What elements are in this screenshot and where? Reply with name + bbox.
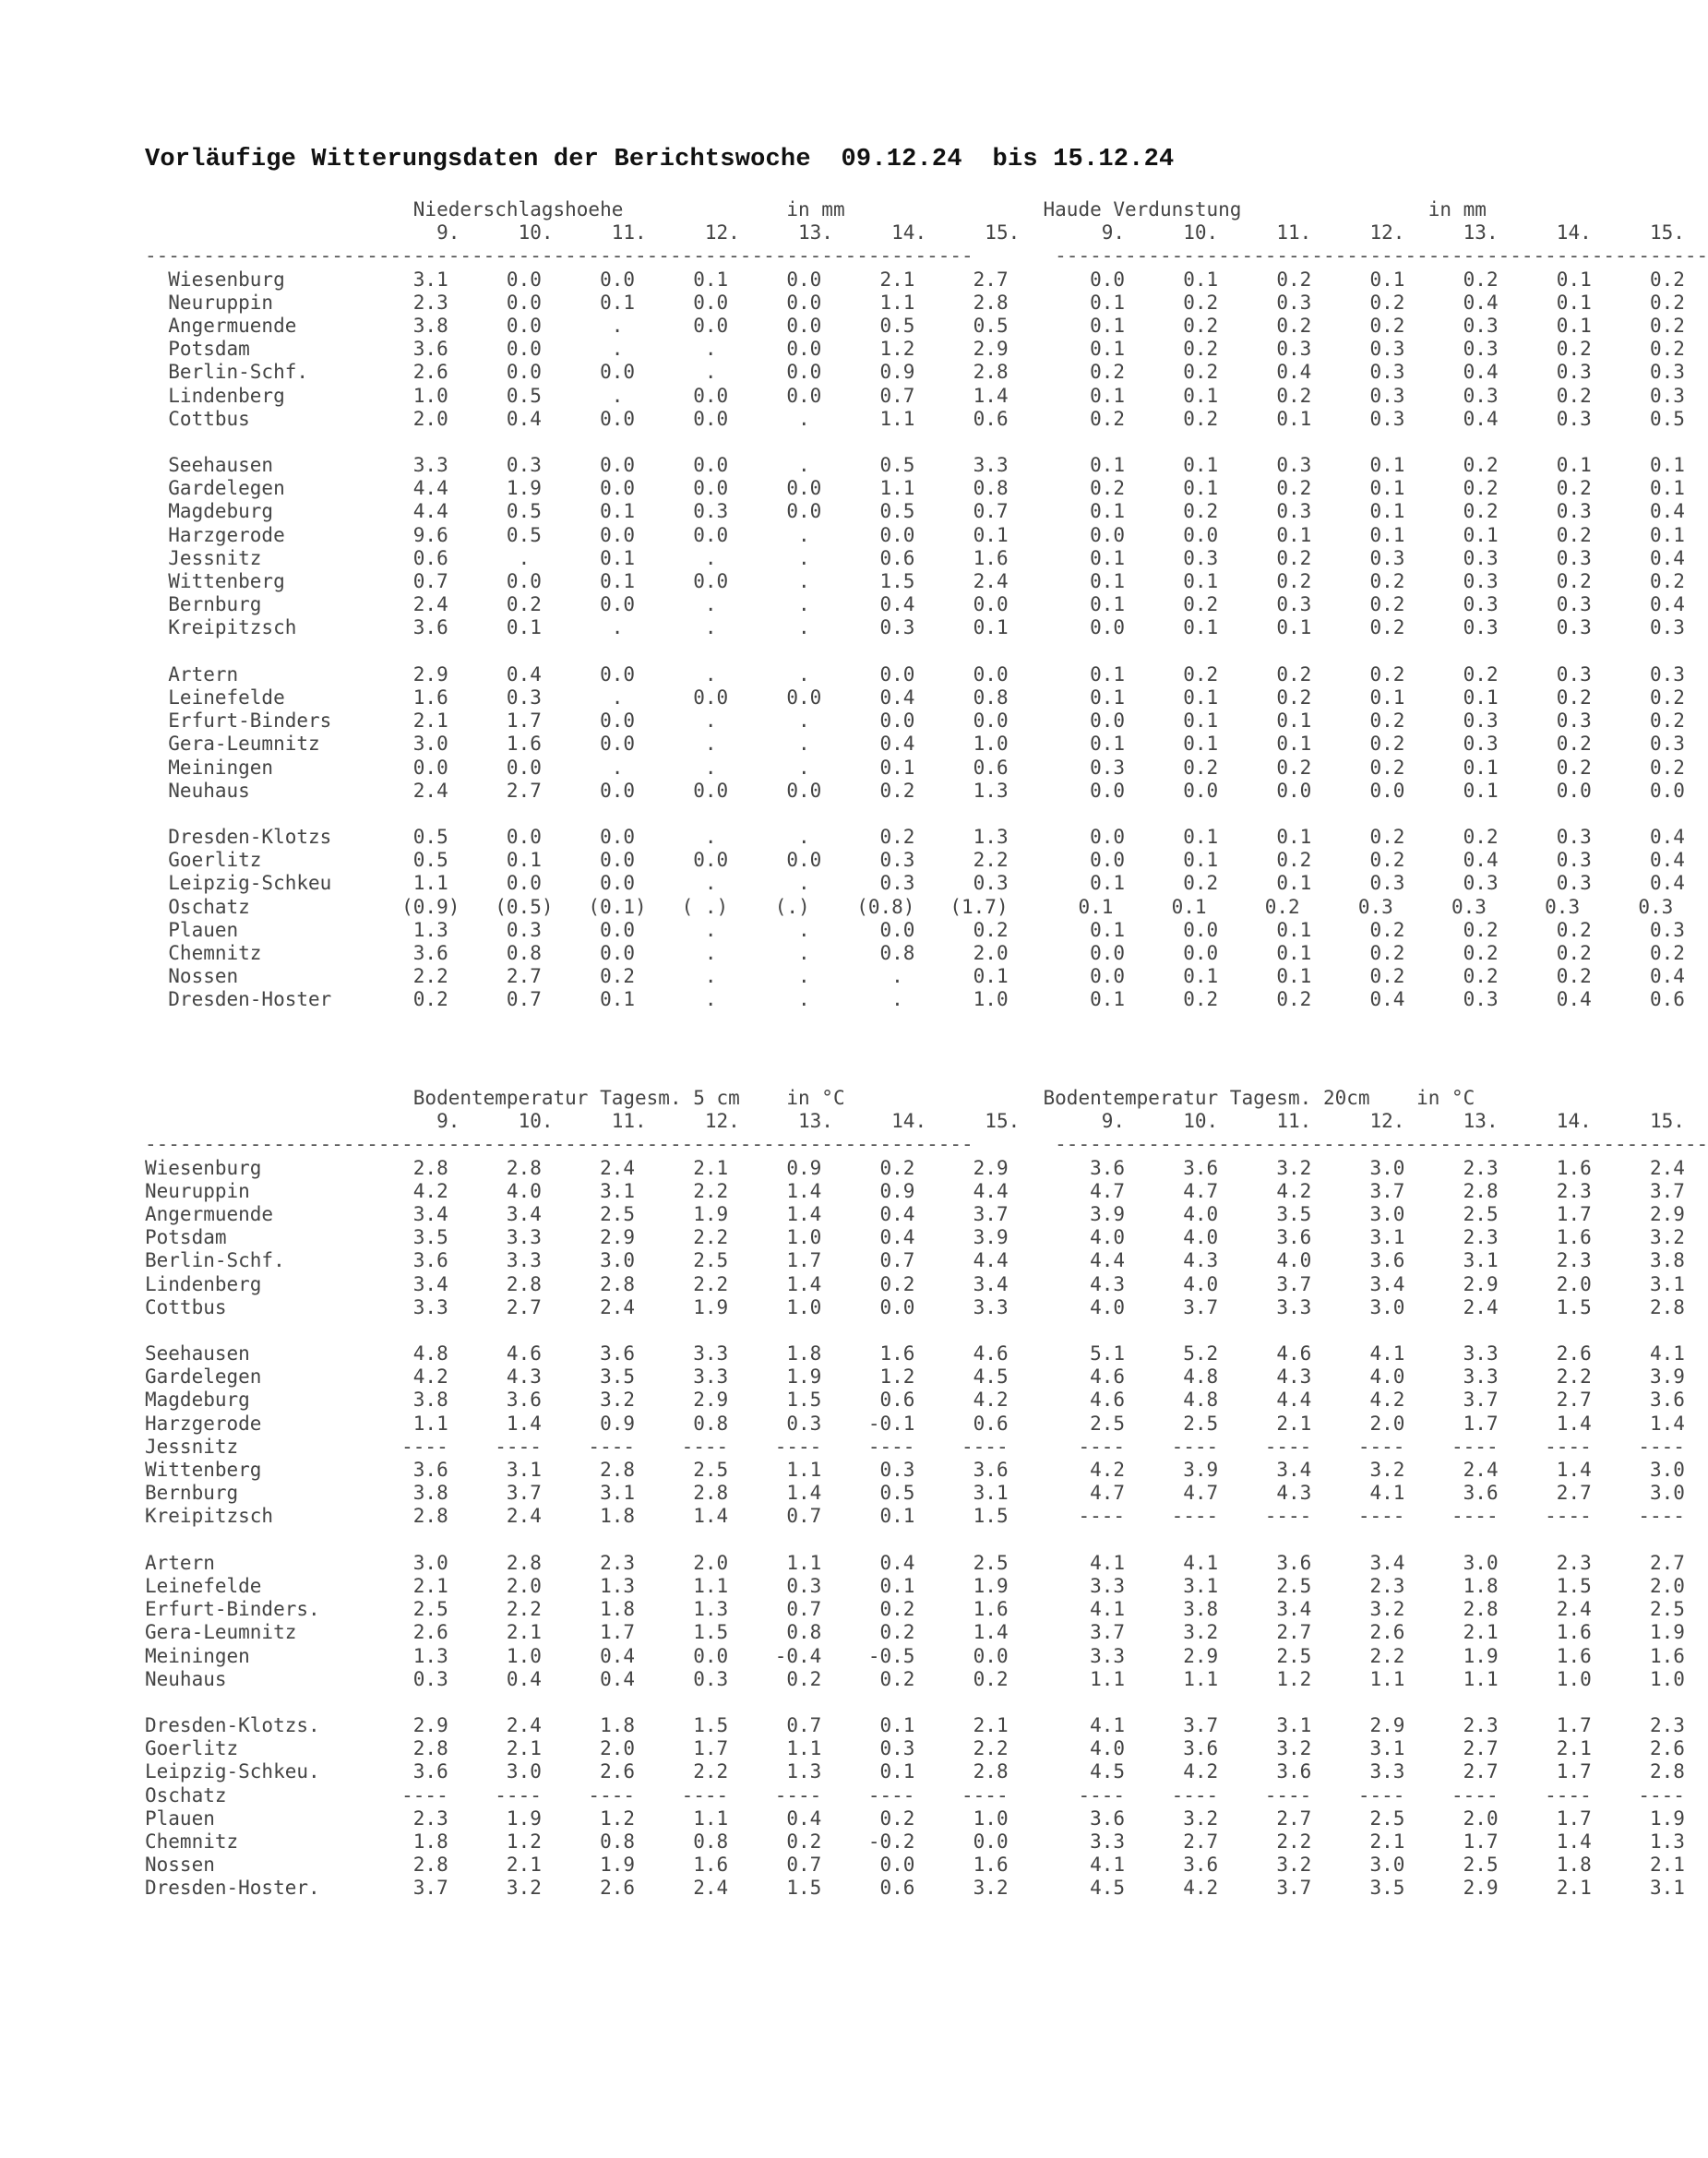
soil-table-blank-row — [145, 1691, 1708, 1714]
precip-table-data-row: Artern 2.9 0.4 0.0 . . 0.0 0.0 0.1 0.2 0.2 0.2 0.2 0.3 0.3 — [145, 662, 1685, 686]
soil-table-blank-row — [145, 1319, 1708, 1342]
soil-table-data-row: Potsdam 3.5 3.3 2.9 2.2 1.0 0.4 3.9 4.0 4.0 3.6 3.1 2.3 1.6 3.2 — [145, 1226, 1685, 1249]
soil-table-data-row: Meiningen 1.3 1.0 0.4 0.0 -0.4 -0.5 0.0 3.3 2.9 2.5 2.2 1.9 1.6 1.6 — [145, 1644, 1685, 1667]
precip-table-data-row: Potsdam 3.6 0.0 . . 0.0 1.2 2.9 0.1 0.2 0.3 0.3 0.3 0.2 0.2 — [145, 338, 1685, 361]
precip-table-data-row: Seehausen 3.3 0.3 0.0 0.0 . 0.5 3.3 0.1 0.1 0.3 0.1 0.2 0.1 0.1 — [145, 454, 1685, 477]
soil-table-data-row: Gardelegen 4.2 4.3 3.5 3.3 1.9 1.2 4.5 4.6 4.8 4.3 4.0 3.3 2.2 3.9 — [145, 1365, 1685, 1389]
precip-table-header-days: 9. 10. 11. 12. 13. 14. 15. 9. 10. 11. 12. 13. 14. 15. — [145, 221, 1685, 244]
precip-table-blank-row — [145, 431, 1708, 454]
precip-table-data-row: Neuhaus 2.4 2.7 0.0 0.0 0.0 0.2 1.3 0.0 0.0 0.0 0.0 0.1 0.0 0.0 — [145, 779, 1685, 802]
soil-temperature-table — [145, 1087, 1708, 1901]
soil-table-data-row: Harzgerode 1.1 1.4 0.9 0.8 0.3 -0.1 0.6 2.5 2.5 2.1 2.0 1.7 1.4 1.4 — [145, 1412, 1685, 1435]
soil-table-data-row: Goerlitz 2.8 2.1 2.0 1.7 1.1 0.3 2.2 4.0 3.6 3.2 3.1 2.7 2.1 2.6 — [145, 1737, 1685, 1760]
precip-table-data-row: Jessnitz 0.6 . 0.1 . . 0.6 1.6 0.1 0.3 0.2 0.3 0.3 0.3 0.4 — [145, 546, 1685, 569]
soil-table-header-days: 9. 10. 11. 12. 13. 14. 15. 9. 10. 11. 12. 13. 14. 15. — [145, 1110, 1685, 1133]
soil-table-data-row: Oschatz ---- ---- ---- ---- ---- ---- ---- ---- ---- ---- ---- ---- ---- ---- — [145, 1783, 1685, 1806]
soil-table-data-row: Artern 3.0 2.8 2.3 2.0 1.1 0.4 2.5 4.1 4.1 3.6 3.4 3.0 2.3 2.7 — [145, 1551, 1685, 1574]
precip-table-data-row: Dresden-Klotzs 0.5 0.0 0.0 . . 0.2 1.3 0.0 0.1 0.1 0.2 0.2 0.3 0.4 — [145, 826, 1685, 849]
soil-table-data-row: Bernburg 3.8 3.7 3.1 2.8 1.4 0.5 3.1 4.7 4.7 4.3 4.1 3.6 2.7 3.0 — [145, 1482, 1685, 1505]
soil-table-data-row: Neuhaus 0.3 0.4 0.4 0.3 0.2 0.2 0.2 1.1 1.1 1.2 1.1 1.1 1.0 1.0 — [145, 1667, 1685, 1690]
soil-table-data-row: Jessnitz ---- ---- ---- ---- ---- ---- ---- ---- ---- ---- ---- ---- ---- ---- — [145, 1435, 1685, 1458]
precip-table-data-row: Kreipitzsch 3.6 0.1 . . . 0.3 0.1 0.0 0.1 0.1 0.2 0.3 0.3 0.3 — [145, 616, 1685, 639]
precip-table-header-title: Niederschlagshoehe in mm Haude Verdunstung in mm — [145, 198, 1487, 221]
soil-table-data-row: Erfurt-Binders. 2.5 2.2 1.8 1.3 0.7 0.2 1.6 4.1 3.8 3.4 3.2 2.8 2.4 2.5 — [145, 1598, 1685, 1621]
precip-table-data-row: Leipzig-Schkeu 1.1 0.0 0.0 . . 0.3 0.3 0.1 0.2 0.1 0.3 0.3 0.3 0.4 — [145, 872, 1685, 895]
precip-table-data-row: Berlin-Schf. 2.6 0.0 0.0 . 0.0 0.9 2.8 0.2 0.2 0.4 0.3 0.4 0.3 0.3 — [145, 361, 1685, 384]
soil-table-data-row: Neuruppin 4.2 4.0 3.1 2.2 1.4 0.9 4.4 4.7 4.7 4.2 3.7 2.8 2.3 3.7 — [145, 1179, 1685, 1202]
precip-table-data-row: Magdeburg 4.4 0.5 0.1 0.3 0.0 0.5 0.7 0.1 0.2 0.3 0.1 0.2 0.3 0.4 — [145, 500, 1685, 523]
soil-table-data-row: Leipzig-Schkeu. 3.6 3.0 2.6 2.2 1.3 0.1 2.8 4.5 4.2 3.6 3.3 2.7 1.7 2.8 — [145, 1760, 1685, 1783]
precip-table-data-row: Wittenberg 0.7 0.0 0.1 0.0 . 1.5 2.4 0.1 0.1 0.2 0.2 0.3 0.2 0.2 — [145, 570, 1685, 592]
soil-table-data-row: Angermuende 3.4 3.4 2.5 1.9 1.4 0.4 3.7 3.9 4.0 3.5 3.0 2.5 1.7 2.9 — [145, 1202, 1685, 1225]
soil-table-data-row: Wittenberg 3.6 3.1 2.8 2.5 1.1 0.3 3.6 4.2 3.9 3.4 3.2 2.4 1.4 3.0 — [145, 1459, 1685, 1481]
soil-table-data-row: Lindenberg 3.4 2.8 2.8 2.2 1.4 0.2 3.4 4.3 4.0 3.7 3.4 2.9 2.0 3.1 — [145, 1272, 1685, 1295]
soil-table-data-row: Dresden-Hoster. 3.7 3.2 2.6 2.4 1.5 0.6 3.2 4.5 4.2 3.7 3.5 2.9 2.1 3.1 — [145, 1877, 1685, 1900]
soil-table-header-title: Bodentemperatur Tagesm. 5 cm in °C Bodentemperatur Tagesm. 20cm in °C — [145, 1087, 1475, 1109]
precip-table-data-row: Gera-Leumnitz 3.0 1.6 0.0 . . 0.4 1.0 0.1 0.1 0.1 0.2 0.3 0.2 0.3 — [145, 733, 1685, 756]
precip-table-data-row: Leinefelde 1.6 0.3 . 0.0 0.0 0.4 0.8 0.1 0.1 0.2 0.1 0.1 0.2 0.2 — [145, 686, 1685, 709]
precip-table-data-row: Erfurt-Binders 2.1 1.7 0.0 . . 0.0 0.0 0.0 0.1 0.1 0.2 0.3 0.3 0.2 — [145, 709, 1685, 733]
precip-table-blank-row — [145, 640, 1708, 663]
soil-table-data-row: Magdeburg 3.8 3.6 3.2 2.9 1.5 0.6 4.2 4.6 4.8 4.4 4.2 3.7 2.7 3.6 — [145, 1389, 1685, 1412]
precip-table-data-row: Angermuende 3.8 0.0 . 0.0 0.0 0.5 0.5 0.1 0.2 0.2 0.2 0.3 0.1 0.2 — [145, 314, 1685, 337]
soil-table-data-row: Berlin-Schf. 3.6 3.3 3.0 2.5 1.7 0.7 4.4 4.4 4.3 4.0 3.6 3.1 2.3 3.8 — [145, 1249, 1685, 1272]
precip-table-separator: ----------------------------------------------------------------------- -------------------------------------------------------- — [145, 244, 1708, 268]
precip-table-data-row: Cottbus 2.0 0.4 0.0 0.0 . 1.1 0.6 0.2 0.2 0.1 0.3 0.4 0.3 0.5 — [145, 407, 1685, 430]
soil-table-separator: ----------------------------------------------------------------------- -------------------------------------------------------- — [145, 1133, 1708, 1156]
precipitation-evaporation-table — [145, 198, 1708, 1012]
precip-table-blank-row — [145, 803, 1708, 826]
precip-table-data-row: Goerlitz 0.5 0.1 0.0 0.0 0.0 0.3 2.2 0.0 0.1 0.2 0.2 0.4 0.3 0.4 — [145, 849, 1685, 872]
precip-table-data-row: Gardelegen 4.4 1.9 0.0 0.0 0.0 1.1 0.8 0.2 0.1 0.2 0.1 0.2 0.2 0.1 — [145, 477, 1685, 500]
soil-table-data-row: Dresden-Klotzs. 2.9 2.4 1.8 1.5 0.7 0.1 2.1 4.1 3.7 3.1 2.9 2.3 1.7 2.3 — [145, 1714, 1685, 1737]
precip-table-data-row: Oschatz (0.9) (0.5) (0.1) ( .) (.) (0.8) (1.7) 0.1 0.1 0.2 0.3 0.3 0.3 0.3 — [145, 895, 1674, 918]
soil-table-blank-row — [145, 1529, 1708, 1552]
soil-table-data-row: Seehausen 4.8 4.6 3.6 3.3 1.8 1.6 4.6 5.1 5.2 4.6 4.1 3.3 2.6 4.1 — [145, 1342, 1685, 1365]
soil-table-data-row: Leinefelde 2.1 2.0 1.3 1.1 0.3 0.1 1.9 3.3 3.1 2.5 2.3 1.8 1.5 2.0 — [145, 1574, 1685, 1597]
precip-table-data-row: Harzgerode 9.6 0.5 0.0 0.0 . 0.0 0.1 0.0 0.0 0.1 0.1 0.1 0.2 0.1 — [145, 523, 1685, 546]
precip-table-data-row: Neuruppin 2.3 0.0 0.1 0.0 0.0 1.1 2.8 0.1 0.2 0.3 0.2 0.4 0.1 0.2 — [145, 291, 1685, 314]
precip-table-data-row: Plauen 1.3 0.3 0.0 . . 0.0 0.2 0.1 0.0 0.1 0.2 0.2 0.2 0.3 — [145, 918, 1685, 941]
precip-table-data-row: Dresden-Hoster 0.2 0.7 0.1 . . . 1.0 0.1 0.2 0.2 0.4 0.3 0.4 0.6 — [145, 988, 1685, 1011]
precip-table-data-row: Lindenberg 1.0 0.5 . 0.0 0.0 0.7 1.4 0.1 0.1 0.2 0.3 0.3 0.2 0.3 — [145, 384, 1685, 407]
precip-table-data-row: Chemnitz 3.6 0.8 0.0 . . 0.8 2.0 0.0 0.0 0.1 0.2 0.2 0.2 0.2 — [145, 942, 1685, 964]
soil-table-data-row: Chemnitz 1.8 1.2 0.8 0.8 0.2 -0.2 0.0 3.3 2.7 2.2 2.1 1.7 1.4 1.3 — [145, 1830, 1685, 1853]
soil-table-data-row: Wiesenburg 2.8 2.8 2.4 2.1 0.9 0.2 2.9 3.6 3.6 3.2 3.0 2.3 1.6 2.4 — [145, 1156, 1685, 1179]
precip-table-data-row: Meiningen 0.0 0.0 . . . 0.1 0.6 0.3 0.2 0.2 0.2 0.1 0.2 0.2 — [145, 756, 1685, 779]
soil-table-data-row: Cottbus 3.3 2.7 2.4 1.9 1.0 0.0 3.3 4.0 3.7 3.3 3.0 2.4 1.5 2.8 — [145, 1295, 1685, 1318]
page-title: Vorläufige Witterungsdaten der Berichtswoche 09.12.24 bis 15.12.24 — [145, 146, 1175, 173]
soil-table-data-row: Plauen 2.3 1.9 1.2 1.1 0.4 0.2 1.0 3.6 3.2 2.7 2.5 2.0 1.7 1.9 — [145, 1806, 1685, 1830]
soil-table-data-row: Gera-Leumnitz 2.6 2.1 1.7 1.5 0.8 0.2 1.4 3.7 3.2 2.7 2.6 2.1 1.6 1.9 — [145, 1621, 1685, 1644]
soil-table-data-row: Nossen 2.8 2.1 1.9 1.6 0.7 0.0 1.6 4.1 3.6 3.2 3.0 2.5 1.8 2.1 — [145, 1854, 1685, 1877]
precip-table-data-row: Wiesenburg 3.1 0.0 0.0 0.1 0.0 2.1 2.7 0.0 0.1 0.2 0.1 0.2 0.1 0.2 — [145, 268, 1685, 291]
soil-table-data-row: Kreipitzsch 2.8 2.4 1.8 1.4 0.7 0.1 1.5 ---- ---- ---- ---- ---- ---- ---- — [145, 1505, 1685, 1528]
precip-table-data-row: Bernburg 2.4 0.2 0.0 . . 0.4 0.0 0.1 0.2 0.3 0.2 0.3 0.3 0.4 — [145, 593, 1685, 616]
precip-table-data-row: Nossen 2.2 2.7 0.2 . . . 0.1 0.0 0.1 0.1 0.2 0.2 0.2 0.4 — [145, 965, 1685, 988]
